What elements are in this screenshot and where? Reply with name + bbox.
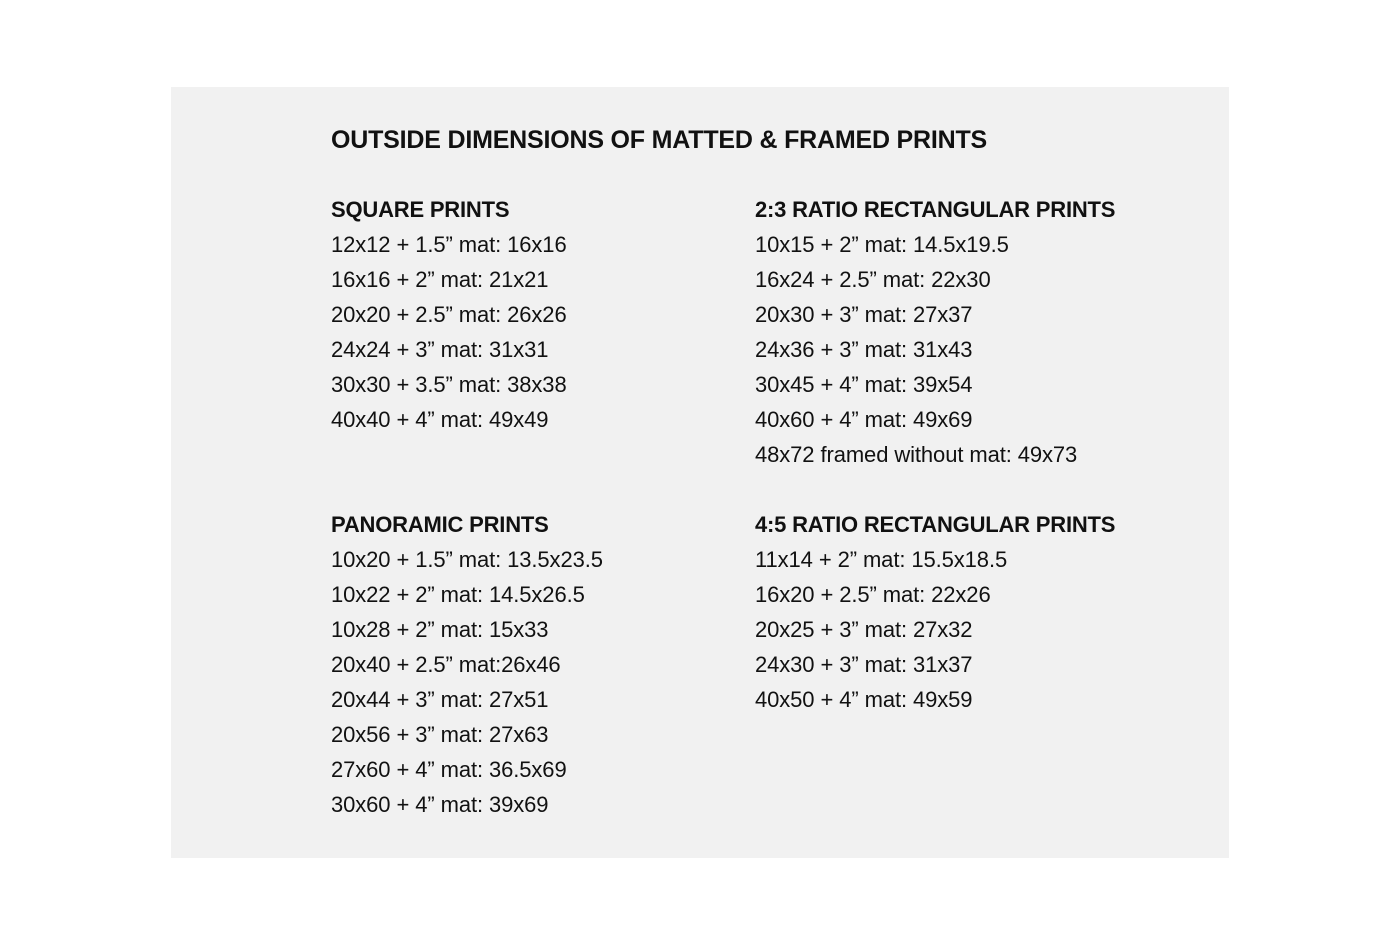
dimension-item: 10x20 + 1.5” mat: 13.5x23.5	[331, 547, 603, 572]
dimension-item: 20x56 + 3” mat: 27x63	[331, 722, 549, 747]
dimension-item: 30x60 + 4” mat: 39x69	[331, 792, 549, 817]
section-heading: 2:3 RATIO RECTANGULAR PRINTS	[755, 197, 1116, 222]
dimension-item: 24x30 + 3” mat: 31x37	[755, 652, 973, 677]
dimension-item: 24x36 + 3” mat: 31x43	[755, 337, 973, 362]
dimension-item: 20x44 + 3” mat: 27x51	[331, 687, 549, 712]
dimension-list	[331, 542, 751, 822]
dimension-item: 12x12 + 1.5” mat: 16x16	[331, 232, 567, 257]
dimension-item: 48x72 framed without mat: 49x73	[755, 442, 1078, 467]
dimension-item: 20x30 + 3” mat: 27x37	[755, 302, 973, 327]
section-heading: SQUARE PRINTS	[331, 197, 510, 222]
dimensions-panel	[171, 87, 1229, 858]
dimension-item: 27x60 + 4” mat: 36.5x69	[331, 757, 567, 782]
dimension-item: 20x20 + 2.5” mat: 26x26	[331, 302, 567, 327]
page-title: OUTSIDE DIMENSIONS OF MATTED & FRAMED PRINTS	[331, 126, 988, 154]
section-heading: 4:5 RATIO RECTANGULAR PRINTS	[755, 512, 1116, 537]
dimension-item: 11x14 + 2” mat: 15.5x18.5	[755, 547, 1008, 572]
dimension-item: 10x28 + 2” mat: 15x33	[331, 617, 549, 642]
section-4-5-ratio-prints	[755, 507, 1175, 717]
dimension-item: 10x22 + 2” mat: 14.5x26.5	[331, 582, 585, 607]
dimension-item: 20x25 + 3” mat: 27x32	[755, 617, 973, 642]
dimension-list	[755, 227, 1175, 472]
dimension-list	[755, 542, 1175, 717]
dimension-item: 16x20 + 2.5” mat: 22x26	[755, 582, 991, 607]
dimension-item: 40x40 + 4” mat: 49x49	[331, 407, 549, 432]
section-panoramic-prints	[331, 507, 751, 822]
dimension-item: 16x24 + 2.5” mat: 22x30	[755, 267, 991, 292]
dimension-item: 30x30 + 3.5” mat: 38x38	[331, 372, 567, 397]
dimension-item: 40x60 + 4” mat: 49x69	[755, 407, 973, 432]
dimension-list	[331, 227, 751, 437]
section-2-3-ratio-prints	[755, 192, 1175, 472]
section-square-prints	[331, 192, 751, 437]
dimension-item: 40x50 + 4” mat: 49x59	[755, 687, 973, 712]
dimension-item: 10x15 + 2” mat: 14.5x19.5	[755, 232, 1009, 257]
dimension-item: 24x24 + 3” mat: 31x31	[331, 337, 549, 362]
dimension-item: 16x16 + 2” mat: 21x21	[331, 267, 549, 292]
section-heading: PANORAMIC PRINTS	[331, 512, 549, 537]
dimension-item: 30x45 + 4” mat: 39x54	[755, 372, 973, 397]
dimension-item: 20x40 + 2.5” mat:26x46	[331, 652, 561, 677]
